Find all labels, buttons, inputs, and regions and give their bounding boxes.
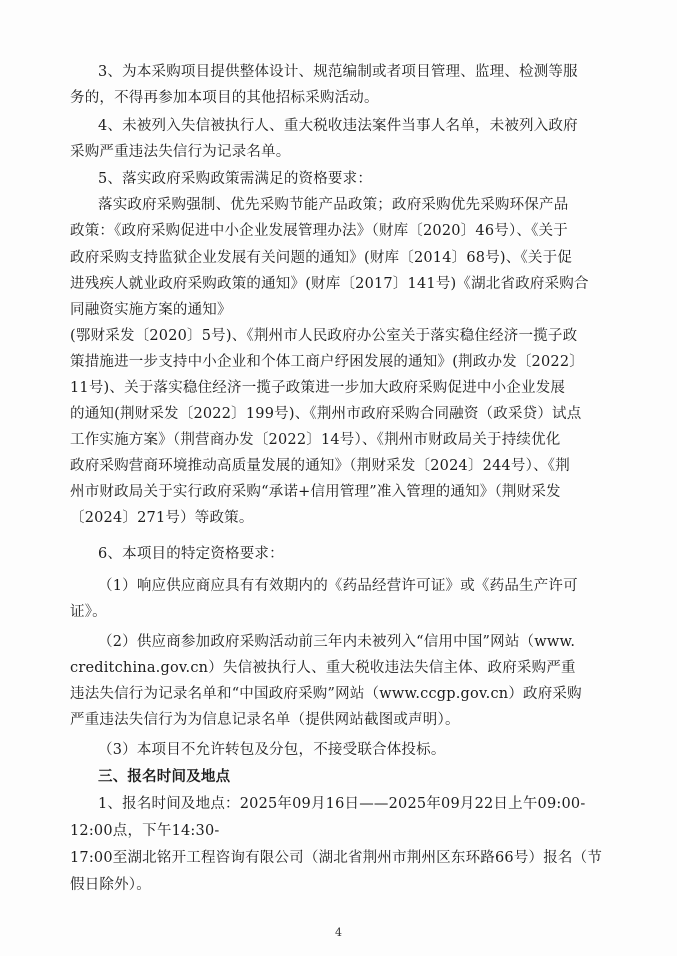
section-heading: 三、报名时间及地点 [98, 768, 231, 785]
policy-line-6: (鄂财采发〔2020〕5号)、《荆州市人民政府办公室关于落实稳住经济一揽子政 [70, 328, 578, 344]
signup-line-1: 1、报名时间及地点：2025年09月16日——2025年09月22日上午09:00- [98, 796, 586, 812]
policy-line-3: 政府采购支持监狱企业发展有关问题的通知》(财库〔2014〕68号)、《关于促 [70, 250, 573, 266]
req3-line-1: （3）本项目不允许转包及分包，不接受联合体投标。 [98, 742, 446, 758]
signup-line-3: 17:00至湖北铭开工程咨询有限公司（湖北省荆州市荆州区东环路66号）报名（节 [70, 850, 603, 866]
policy-line-11: 政府采购营商环境推动高质量发展的通知》（荆财采发〔2024〕244号）、《荆 [70, 458, 570, 474]
signup-line-2: 12:00点，下午14:30- [70, 823, 220, 839]
policy-line-2: 政策：《政府采购促进中小企业发展管理办法》（财库〔2020〕46号）、《关于 [70, 223, 568, 239]
policy-line-13: 〔2024〕271号）等政策。 [70, 510, 254, 526]
page-number: 4 [335, 926, 342, 939]
policy-line-5: 同融资实施方案的通知》 [70, 302, 232, 318]
req1-line-1: （1）响应供应商应具有有效期内的《药品经营许可证》或《药品生产许可 [98, 578, 578, 594]
item6-line-1: 6、本项目的特定资格要求： [98, 546, 284, 562]
item5-line-1: 5、落实政府采购政策需满足的资格要求： [98, 171, 373, 187]
req2-line-1: （2）供应商参加政府采购活动前三年内未被列入“信用中国”网站（www. [98, 634, 576, 650]
req2-line-3: 违法失信行为记录名单和“中国政府采购”网站（www.ccgp.gov.cn）政府采购 [70, 686, 582, 702]
policy-line-4: 进残疾人就业政府采购政策的通知》(财库〔2017〕141号)《湖北省政府采购合 [70, 276, 589, 292]
policy-line-8: 11号)、关于落实稳住经济一揽子政策进一步加大政府采购促进中小企业发展 [70, 380, 566, 396]
req2-line-4: 严重违法失信行为为信息记录名单（提供网站截图或声明）。 [70, 712, 460, 728]
item4-line-2: 采购严重违法失信行为记录名单。 [70, 144, 291, 160]
signup-line-4: 假日除外）。 [70, 877, 151, 893]
policy-line-7: 策措施进一步支持中小企业和个体工商户纾困发展的通知》(荆政办发〔2022〕 [70, 354, 584, 370]
item4-line-1: 4、未被列入失信被执行人、重大税收违法案件当事人名单，未被列入政府 [98, 118, 578, 134]
policy-line-1: 落实政府采购强制、优先采购节能产品政策；政府采购优先采购环保产品 [98, 197, 569, 213]
item3-line-1: 3、为本采购项目提供整体设计、规范编制或者项目管理、监理、检测等服 [98, 64, 578, 80]
item3-line-2: 务的，不得再参加本项目的其他招标采购活动。 [70, 90, 379, 106]
req2-line-2: creditchina.gov.cn）失信被执行人、重大税收违法失信主体、政府采购严重 [70, 660, 576, 676]
req1-line-2: 证》。 [70, 604, 107, 620]
policy-line-12: 州市财政局关于实行政府采购“承诺+信用管理”准入管理的通知》（荆财采发 [70, 484, 561, 500]
policy-line-10: 工作实施方案》（荆营商办发〔2022〕14号）、《荆州市财政局关于持续优化 [70, 432, 561, 448]
policy-line-9: 的通知(荆财采发〔2022〕199号)、《荆州市政府采购合同融资（政采贷）试点 [70, 406, 582, 422]
